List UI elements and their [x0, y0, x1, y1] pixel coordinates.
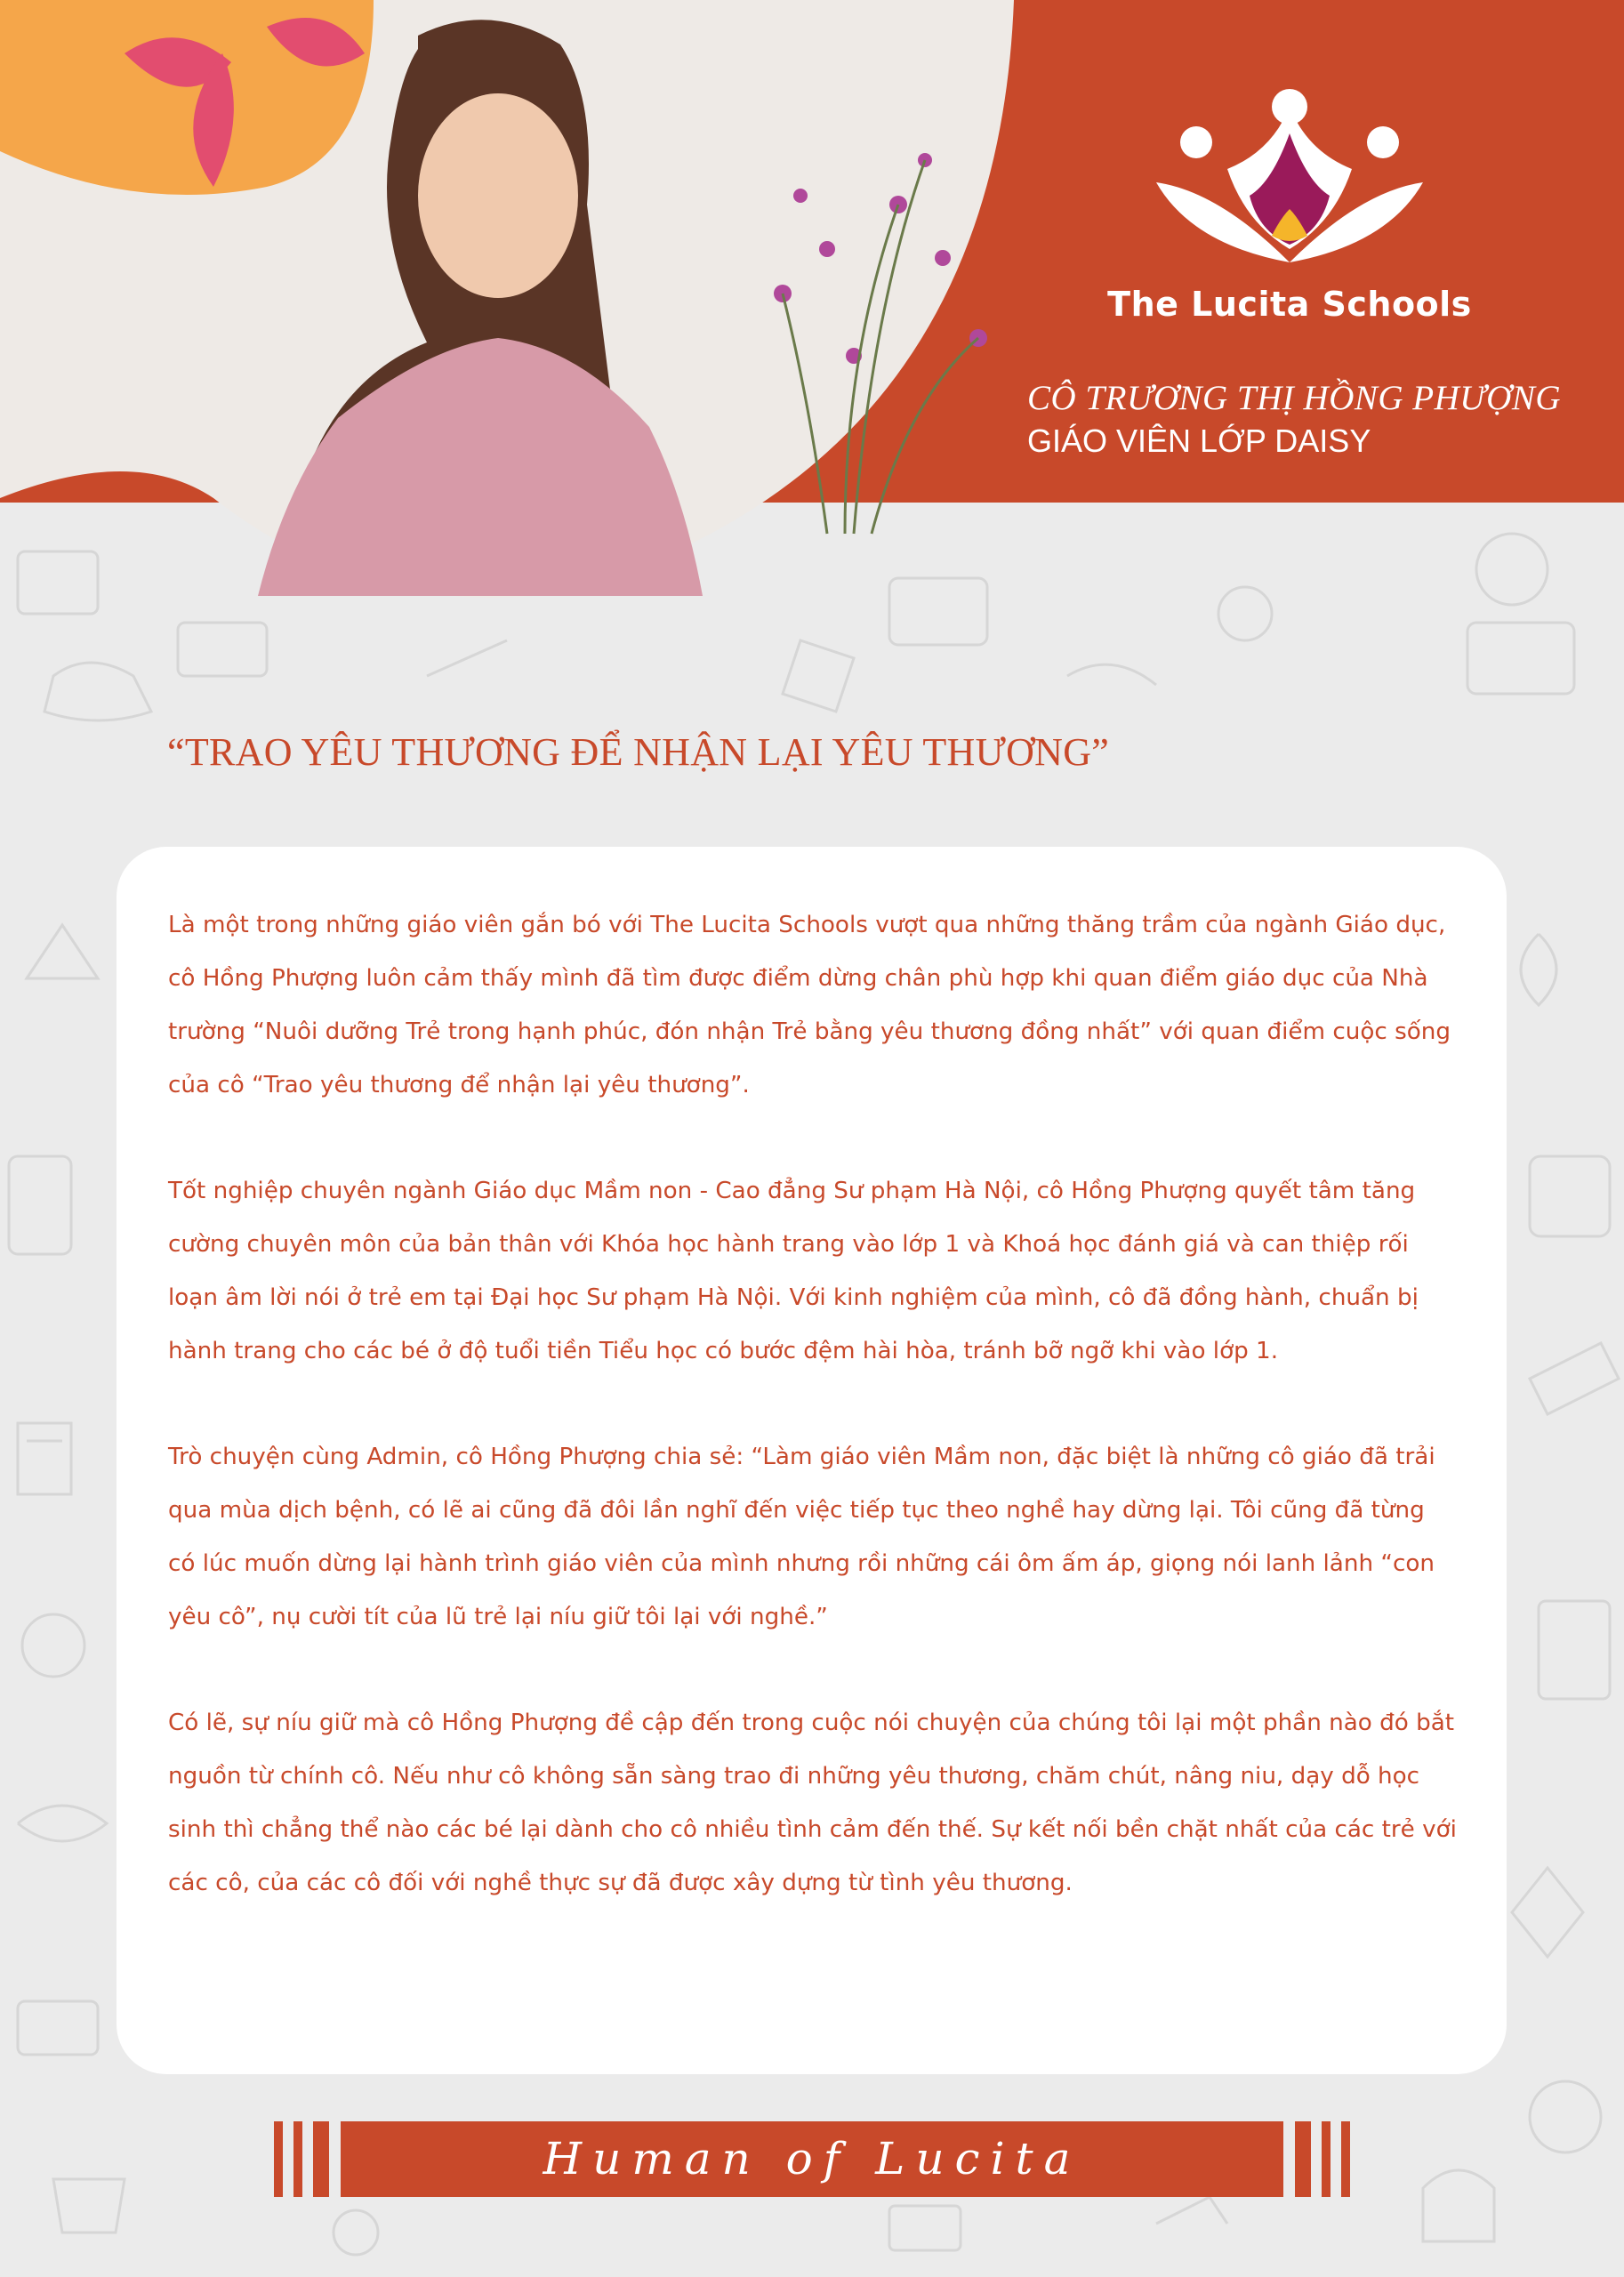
article-card — [117, 847, 1507, 2074]
footer-banner — [274, 2121, 1350, 2197]
lotus-logo-icon — [1147, 89, 1432, 267]
teacher-role: GIÁO VIÊN LỚP DAISY — [1027, 422, 1371, 459]
article-paragraph-4: Có lẽ, sự níu giữ mà cô Hồng Phượng đề cập đến trong cuộc nói chuyện của chúng tôi lại một phần nào đó bắt nguồn từ chính cô. Nếu như cô không sẵn sàng trao đi những yêu thương, chăm chút, nâng niu, dạy dỗ học sinh thì chẳng thể nào các bé lại dành cho cô nhiều tình cảm đến thế. Sự kết nối bền chặt nhất của các trẻ với các cô, của các cô đối với nghề thực sự đã được xây dựng từ tình yêu thương. — [168, 1710, 1457, 1896]
footer-stripe-right-1 — [1295, 2121, 1311, 2197]
footer-stripe-right-2 — [1322, 2121, 1331, 2197]
quote-title: “TRAO YÊU THƯƠNG ĐỂ NHẬN LẠI YÊU THƯƠNG” — [167, 730, 1110, 774]
article-body — [168, 898, 1458, 1962]
footer-stripe-left-1 — [274, 2121, 283, 2197]
footer-stripe-left-2 — [293, 2121, 302, 2197]
article-paragraph-1: Là một trong những giáo viên gắn bó với The Lucita Schools vượt qua những thăng trầm của ngành Giáo dục, cô Hồng Phượng luôn cảm thấy mình đã tìm được điểm dừng chân phù hợp khi quan điểm giáo dục của Nhà trường “Nuôi dưỡng Trẻ trong hạnh phúc, đón nhận Trẻ bằng yêu thương đồng nhất” với quan điểm cuộc sống của cô “Trao yêu thương để nhận lại yêu thương”. — [168, 912, 1451, 1098]
footer-stripe-left-3 — [313, 2121, 329, 2197]
footer-text: Human of Lucita — [543, 2133, 1081, 2184]
teacher-name: CÔ TRƯƠNG THỊ HỒNG PHƯỢNG — [1027, 379, 1562, 417]
article-paragraph-3: Trò chuyện cùng Admin, cô Hồng Phượng chia sẻ: “Làm giáo viên Mầm non, đặc biệt là những cô giáo đã trải qua mùa dịch bệnh, có lẽ ai cũng đã đôi lần nghĩ đến việc tiếp tục theo nghề hay dừng lại. Tôi cũng đã từng có lúc muốn dừng lại hành trình giáo viên của mình nhưng rồi những cái ôm ấm áp, giọng nói lanh lảnh “con yêu cô”, nụ cười tít của lũ trẻ lại níu giữ tôi lại với nghề.” — [168, 1444, 1435, 1630]
article-paragraph-2: Tốt nghiệp chuyên ngành Giáo dục Mầm non - Cao đẳng Sư phạm Hà Nội, cô Hồng Phượng quyết tâm tăng cường chuyên môn của bản thân với Khóa học hành trang vào lớp 1 và Khoá học đánh giá và can thiệp rối loạn âm lời nói ở trẻ em tại Đại học Sư phạm Hà Nội. Với kinh nghiệm của mình, cô đã đồng hành, chuẩn bị hành trang cho các bé ở độ tuổi tiền Tiểu học có bước đệm hài hòa, tránh bỡ ngỡ khi vào lớp 1. — [168, 1178, 1419, 1364]
footer-stripe-right-3 — [1341, 2121, 1350, 2197]
school-name-logo-text: The Lucita Schools — [1107, 285, 1472, 324]
